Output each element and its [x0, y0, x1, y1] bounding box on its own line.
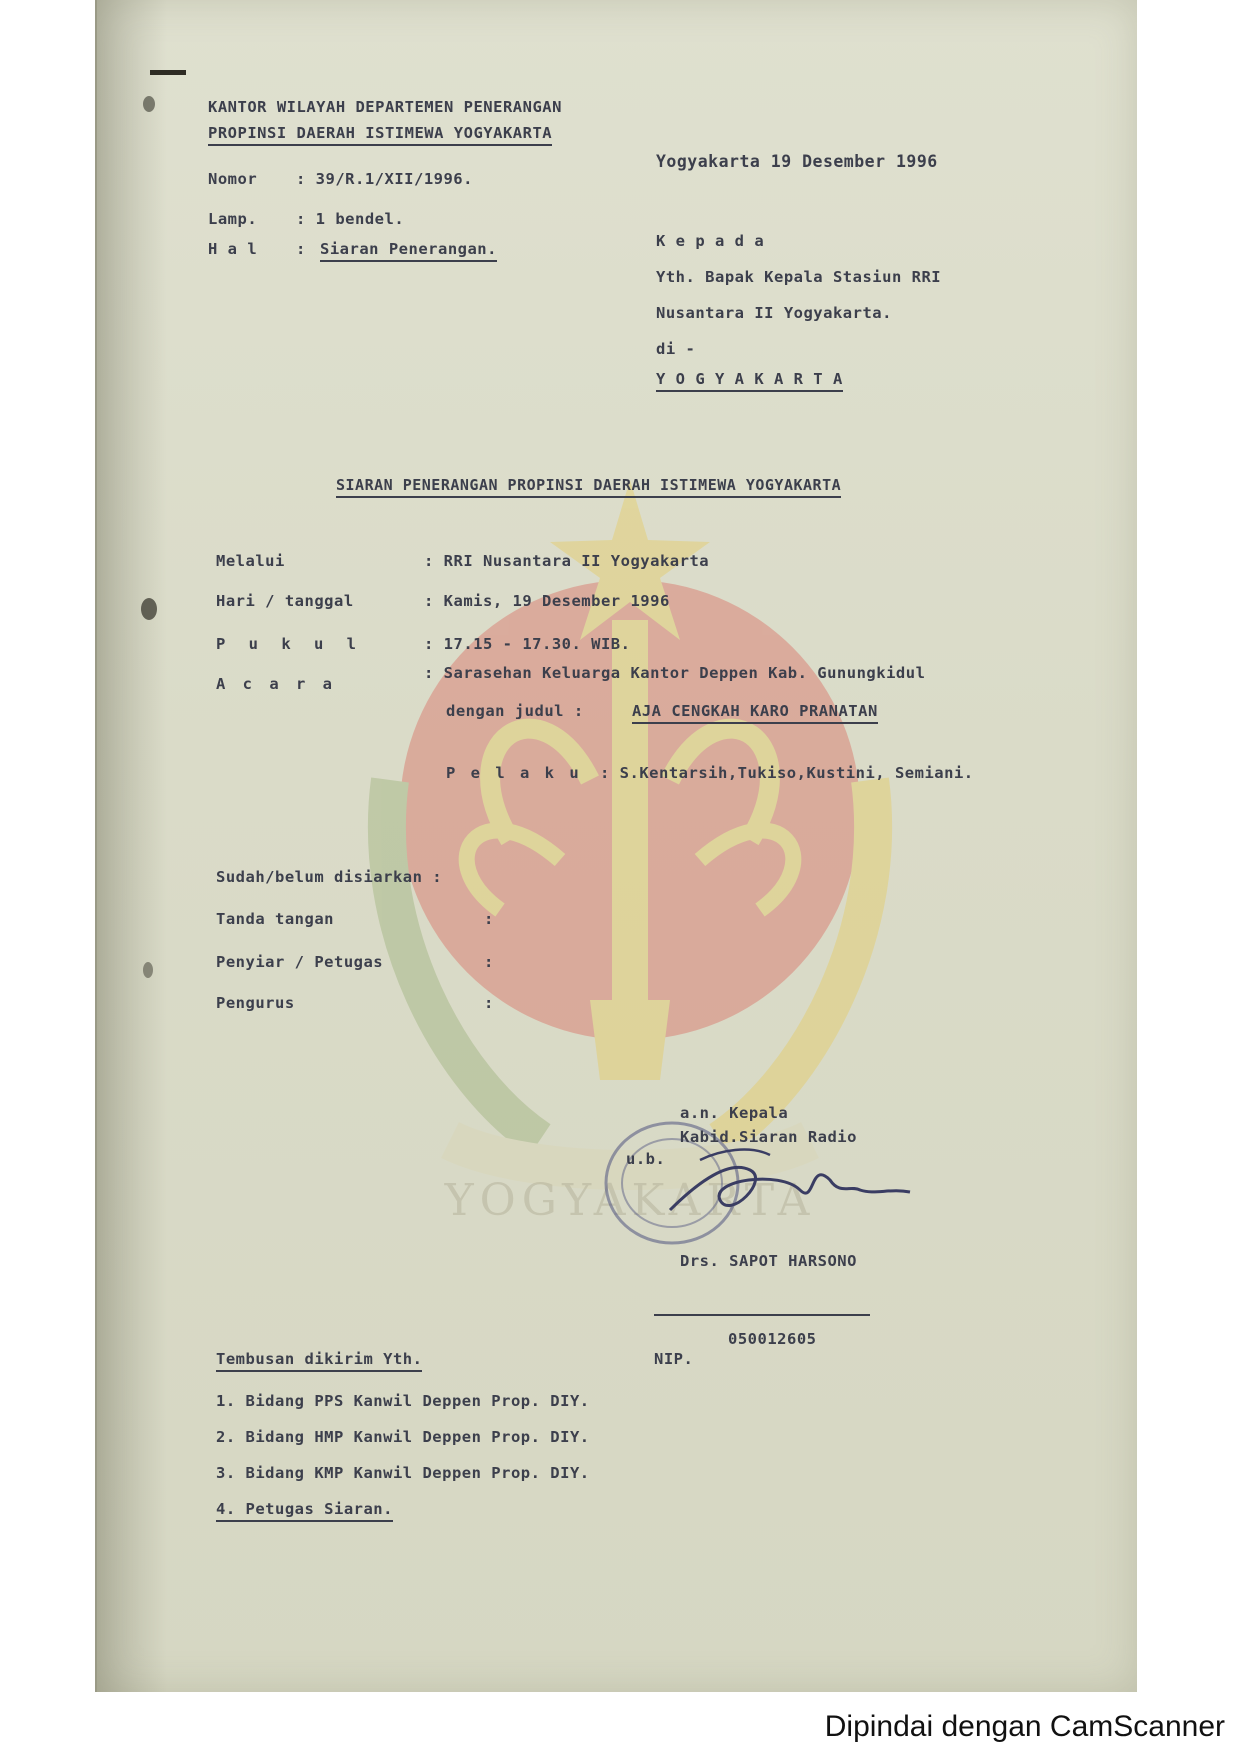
- tembusan-item: 3. Bidang KMP Kanwil Deppen Prop. DIY.: [216, 1464, 590, 1482]
- scanner-watermark: Dipindai dengan CamScanner: [824, 1710, 1225, 1743]
- hal-value: Siaran Penerangan.: [320, 240, 497, 262]
- acara-label: A c a r a: [216, 675, 336, 693]
- nomor-label: Nomor: [208, 170, 258, 188]
- signatory-name: Drs. SAPOT HARSONO: [680, 1252, 857, 1270]
- signature-underline: [654, 1314, 870, 1316]
- hari-value: : Kamis, 19 Desember 1996: [424, 592, 670, 610]
- tanda-label: Tanda tangan: [216, 910, 334, 928]
- hal-colon: :: [296, 240, 306, 258]
- tembusan-item: 4. Petugas Siaran.: [216, 1500, 393, 1522]
- signature-an: a.n. Kepala: [680, 1104, 789, 1122]
- pengurus-label: Pengurus: [216, 994, 295, 1012]
- watermark-text: YOGYAKARTA: [444, 1175, 816, 1226]
- pukul-label: P u k u l: [216, 635, 363, 653]
- recipient-city: Y O G Y A K A R T A: [656, 370, 843, 392]
- acara-value-line1: : Sarasehan Keluarga Kantor Deppen Kab. Gunungkidul: [424, 664, 926, 682]
- signature-kabid: Kabid.Siaran Radio: [680, 1128, 857, 1146]
- lamp-value: : 1 bendel.: [296, 210, 405, 228]
- kepada-label: K e p a d a: [656, 232, 765, 250]
- nip-value: 050012605: [728, 1330, 817, 1348]
- hari-label: Hari / tanggal: [216, 592, 354, 610]
- recipient-line3: di -: [656, 340, 696, 358]
- punch-hole: [143, 962, 153, 978]
- ink-mark: [150, 70, 186, 75]
- pelaku-value: : S.Kentarsih,Tukiso,Kustini, Semiani.: [600, 764, 974, 782]
- lamp-label: Lamp.: [208, 210, 258, 228]
- punch-hole: [141, 598, 157, 620]
- office-name-line2: PROPINSI DAERAH ISTIMEWA YOGYAKARTA: [208, 124, 552, 146]
- program-title: AJA CENGKAH KARO PRANATAN: [632, 702, 878, 724]
- pengurus-colon: :: [484, 994, 494, 1012]
- nip-label: NIP.: [654, 1350, 694, 1368]
- nomor-value: : 39/R.1/XII/1996.: [296, 170, 473, 188]
- sudah-label: Sudah/belum disiarkan :: [216, 868, 443, 886]
- signature-ub: u.b.: [626, 1150, 666, 1168]
- recipient-line2: Nusantara II Yogyakarta.: [656, 304, 892, 322]
- tembusan-title: Tembusan dikirim Yth.: [216, 1350, 422, 1372]
- tembusan-item: 1. Bidang PPS Kanwil Deppen Prop. DIY.: [216, 1392, 590, 1410]
- penyiar-label: Penyiar / Petugas: [216, 953, 384, 971]
- document-title: SIARAN PENERANGAN PROPINSI DAERAH ISTIMEWA YOGYAKARTA: [336, 476, 841, 498]
- tembusan-item: 2. Bidang HMP Kanwil Deppen Prop. DIY.: [216, 1428, 590, 1446]
- place-date: Yogyakarta 19 Desember 1996: [656, 152, 938, 171]
- pukul-value: : 17.15 - 17.30. WIB.: [424, 635, 631, 653]
- hal-label: H a l: [208, 240, 258, 258]
- melalui-label: Melalui: [216, 552, 285, 570]
- office-name-line1: KANTOR WILAYAH DEPARTEMEN PENERANGAN: [208, 98, 562, 116]
- penyiar-colon: :: [484, 953, 494, 971]
- recipient-line1: Yth. Bapak Kepala Stasiun RRI: [656, 268, 942, 286]
- punch-hole: [143, 96, 155, 112]
- acara-value-line2: dengan judul :: [446, 702, 584, 720]
- melalui-value: : RRI Nusantara II Yogyakarta: [424, 552, 710, 570]
- pelaku-label: P e l a k u: [446, 764, 582, 782]
- handwritten-signature: [660, 1140, 920, 1230]
- tanda-colon: :: [484, 910, 494, 928]
